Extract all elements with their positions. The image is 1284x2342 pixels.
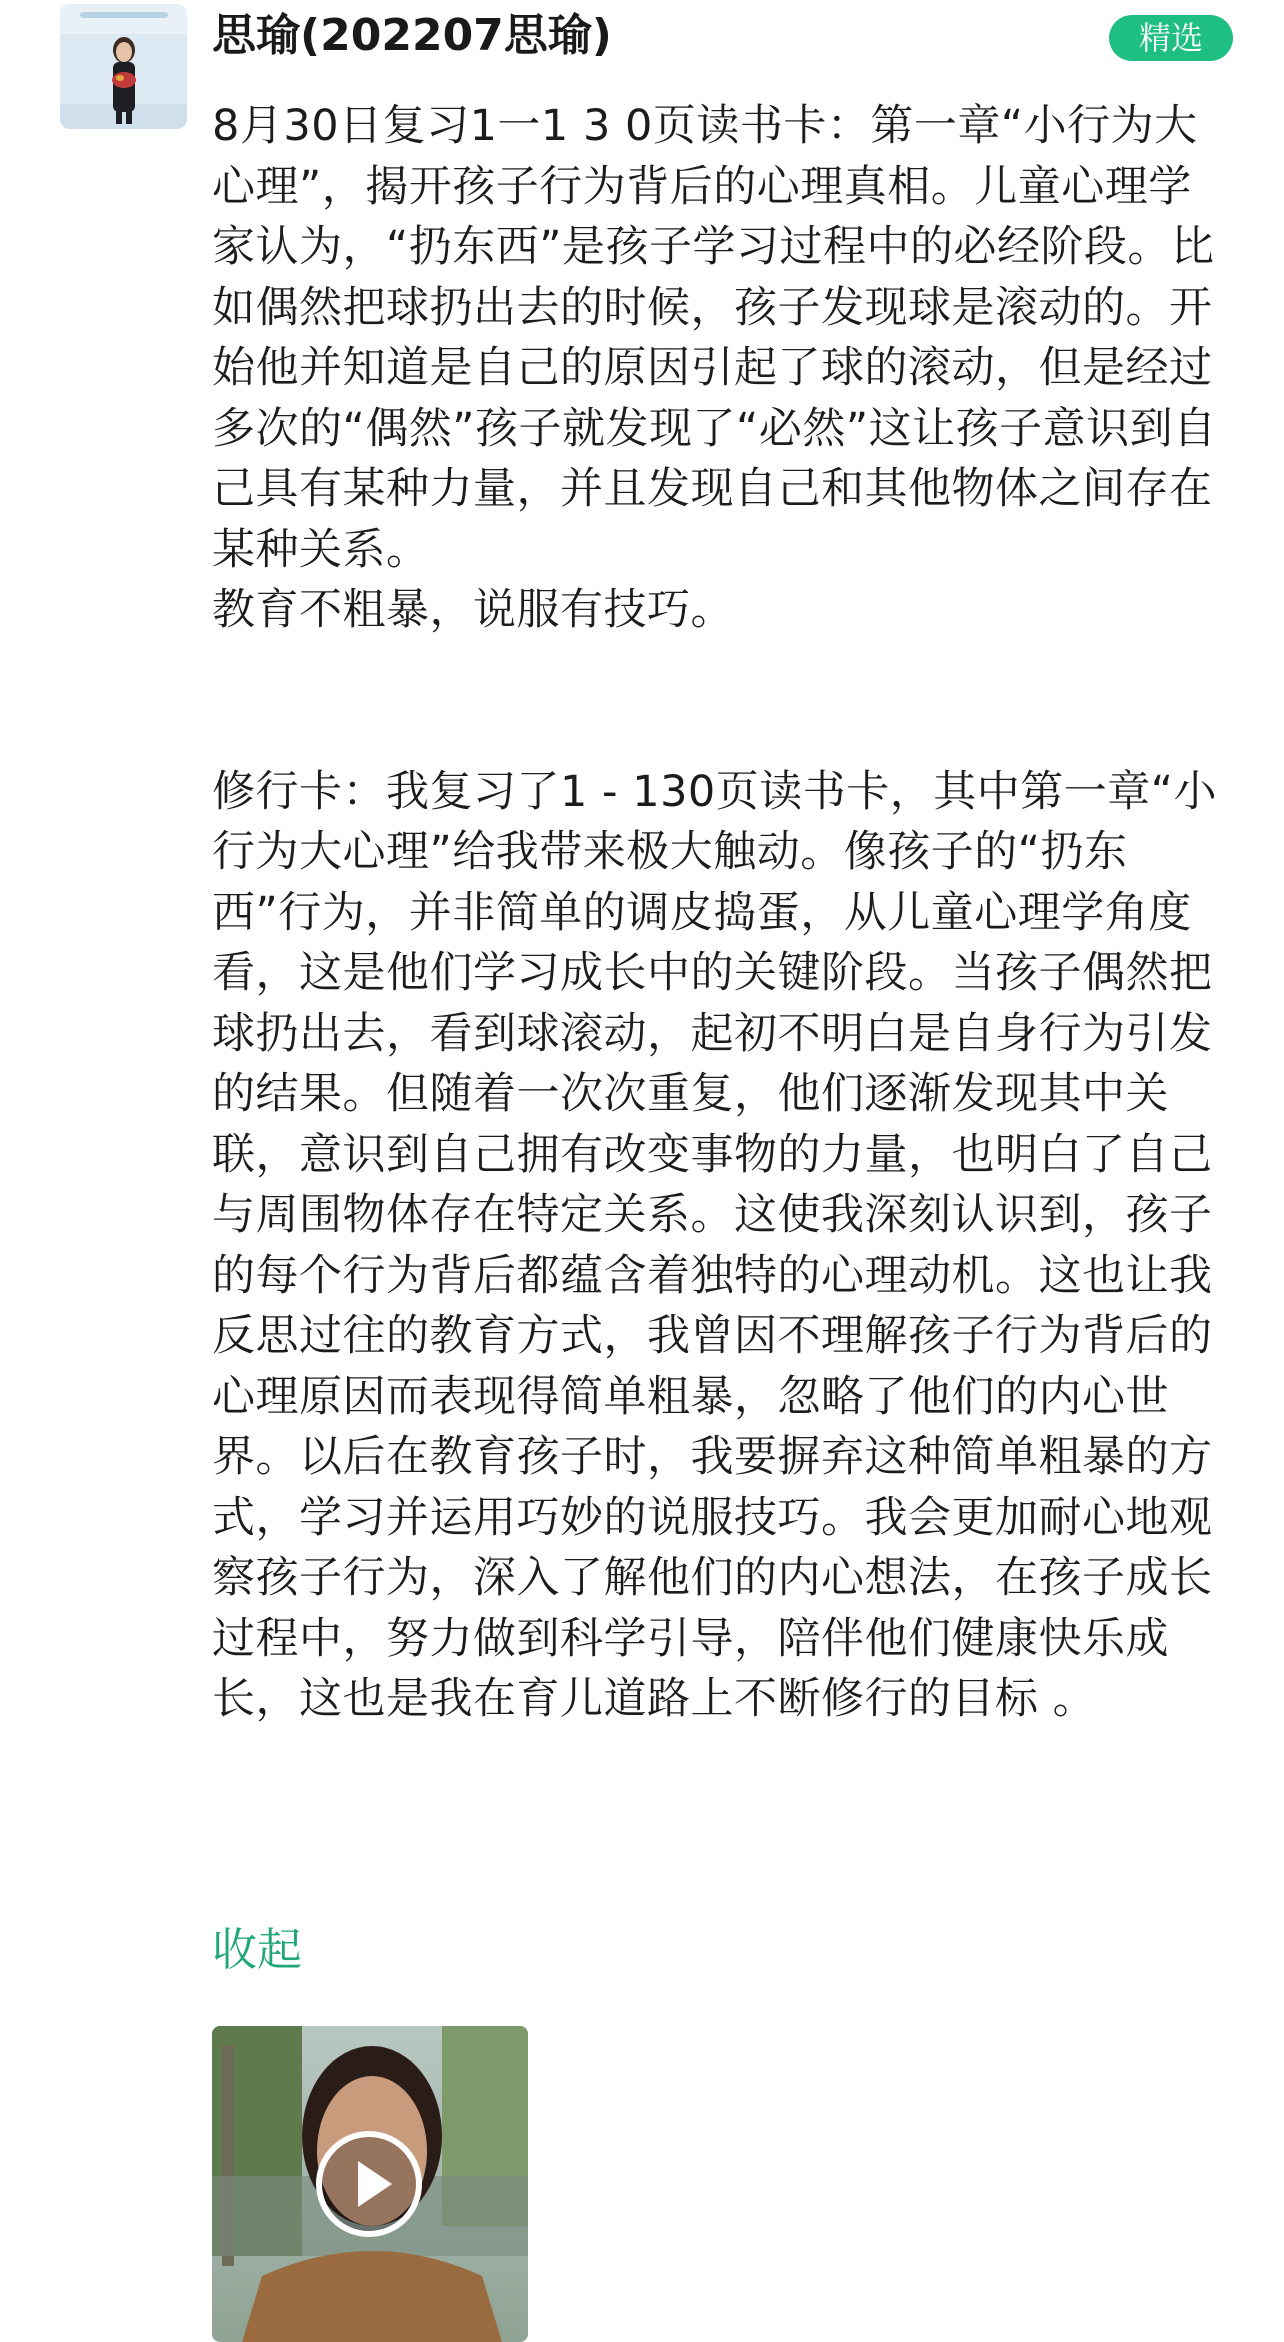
play-icon [314, 2129, 424, 2239]
collapse-link[interactable]: 收起 [212, 1923, 303, 1976]
avatar[interactable] [60, 4, 187, 129]
username[interactable]: 思瑜(202207思瑜) [212, 10, 612, 61]
post-body-text: 8月30日复习1一1 3 0页读书卡：第一章“小行为大心理”，揭开孩子行为背后的心理真相。儿童心理学家认为，“扔东西”是孩子学习过程中的必经阶段。比如偶然把球扔出去的时候，孩子发现球是滚动的。开始他并知道是自己的原因引起了球的滚动，但是经过多次的“偶然”孩子就发现了“必然”这让孩子意识到自己具有某种力量，并且发现自己和其他物体之间存在某种关系。 教育不粗暴，说服有技巧。 修行卡：我复习了1 - 130页读书卡，其中第一章“小行为大心理”给我带来极大触动。像孩子的“扔东西”行为，并非简单的调皮捣蛋，从儿童心理学角度看，这是他们学习成长中的关键阶段。当孩子偶然把球扔出去，看到球滚动，起初不明白是自身行为引发的结果。但随着一次次重复，他们逐渐发现其中关联，意识到自己拥有改变事物的力量，也明白了自己与周围物体存在特定关系。这使我深刻认识到，孩子的每个行为背后都蕴含着独特的心理动机。这也让我反思过往的教育方式，我曾因不理解孩子行为背后的心理原因而表现得简单粗暴，忽略了他们的内心世界。以后在教育孩子时，我要摒弃这种简单粗暴的方式，学习并运用巧妙的说服技巧。我会更加耐心地观察孩子行为，深入了解他们的内心想法，在孩子成长过程中，努力做到科学引导，陪伴他们健康快乐成长，这也是我在育儿道路上不断修行的目标 。 [212, 101, 1218, 1724]
featured-badge: 精选 [1109, 15, 1233, 61]
video-thumbnail[interactable] [212, 2026, 528, 2342]
avatar-photo-icon [60, 4, 187, 129]
